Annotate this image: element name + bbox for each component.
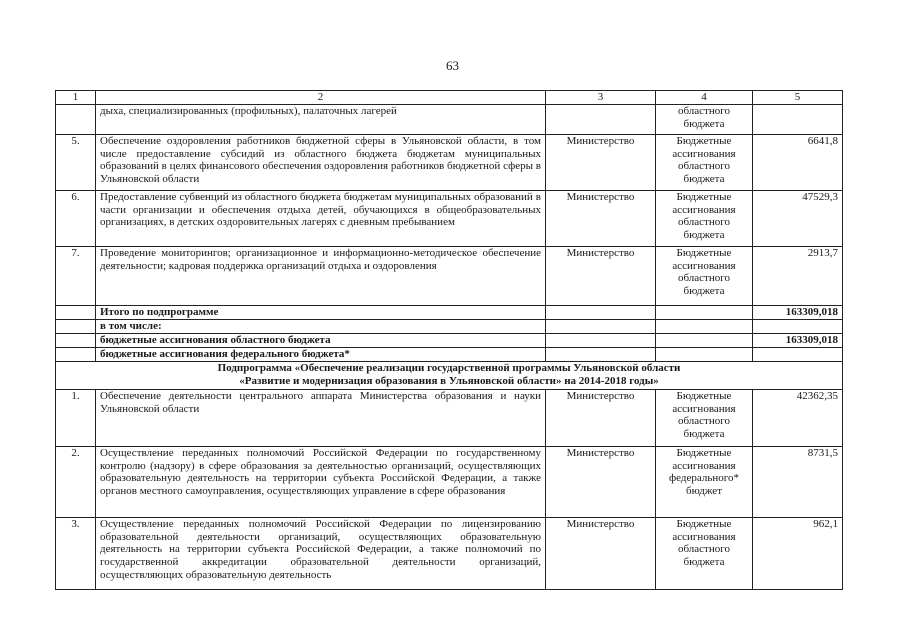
row-amount: 8731,5: [753, 446, 843, 517]
row-amount: 962,1: [753, 517, 843, 589]
row-number: 7.: [56, 246, 96, 305]
col-header-2: 2: [96, 91, 546, 105]
row-description: Осуществление переданных полномочий Российской Федерации по лицензированию образовательной деятельности организаций, осуществляющих образовательную деятельность на территории субъекта Российской Федерации, а также полномочий по государственной аккредитации образовательной деятельности организаций, осуществляющих образовательную деятельность: [96, 517, 546, 589]
budget-table: [55, 90, 843, 590]
total-label: Итого по подпрограмме: [96, 305, 546, 319]
row-description: дыха, специализированных (профильных), палаточных лагерей: [96, 104, 546, 134]
col-header-3: 3: [546, 91, 656, 105]
table-row: [56, 446, 843, 517]
row-funding-source: Бюджетные ассигнования областного бюджета: [656, 134, 753, 190]
table-row: [56, 104, 843, 134]
section-title-row: [56, 361, 843, 389]
row-amount: 2913,7: [753, 246, 843, 305]
total-value: [753, 319, 843, 333]
section-title-line-1: Подпрограмма «Обеспечение реализации государственной программы Ульяновской области: [217, 361, 681, 374]
row-amount: 6641,8: [753, 134, 843, 190]
total-row: [56, 347, 843, 361]
row-amount: [753, 104, 843, 134]
row-number: 6.: [56, 190, 96, 246]
row-funding-source: Бюджетные ассигнования федерального* бюджет: [656, 446, 753, 517]
row-number: [56, 104, 96, 134]
row-funding-source: Бюджетные ассигнования областного бюджета: [656, 389, 753, 446]
row-number: 1.: [56, 389, 96, 446]
total-label: в том числе:: [96, 319, 546, 333]
total-row: [56, 333, 843, 347]
total-row: [56, 319, 843, 333]
row-number: 5.: [56, 134, 96, 190]
table-row: [56, 517, 843, 589]
table-row: [56, 190, 843, 246]
total-value: 163309,018: [753, 305, 843, 319]
row-amount: 47529,3: [753, 190, 843, 246]
row-executor: Министерство: [546, 134, 656, 190]
total-value: 163309,018: [753, 333, 843, 347]
row-funding-source: областного бюджета: [656, 104, 753, 134]
row-executor: Министерство: [546, 446, 656, 517]
row-description: Обеспечение оздоровления работников бюджетной сферы в Ульяновской области, в том числе предоставление субсидий из областного бюджета бюджетам муниципальных образований в целях финансового обеспечения оздоровления работников бюджетной сферы в Ульяновской области: [96, 134, 546, 190]
page-number: 63: [446, 58, 459, 73]
row-funding-source: Бюджетные ассигнования областного бюджета: [656, 246, 753, 305]
row-amount: 42362,35: [753, 389, 843, 446]
row-description: Проведение мониторингов; организационное и информационно-методическое обеспечение деятельности; кадровая поддержка организаций отдыха и оздоровления: [96, 246, 546, 305]
row-executor: Министерство: [546, 190, 656, 246]
row-executor: Министерство: [546, 246, 656, 305]
row-funding-source: Бюджетные ассигнования областного бюджета: [656, 517, 753, 589]
section-title: [56, 361, 843, 389]
section-title-line-2: «Развитие и модернизация образования в Ульяновской области» на 2014-2018 годы»: [239, 374, 659, 387]
table-row: [56, 246, 843, 305]
table-row: [56, 389, 843, 446]
total-label: бюджетные ассигнования федерального бюджета*: [96, 347, 546, 361]
row-executor: [546, 104, 656, 134]
row-description: Предоставление субвенций из областного бюджета бюджетам муниципальных образований в части организации и обеспечения отдыха детей, обучающихся в общеобразовательных организациях, в детских оздоровительных лагерях с дневным пребыванием: [96, 190, 546, 246]
table-row: [56, 134, 843, 190]
row-executor: Министерство: [546, 389, 656, 446]
col-header-4: 4: [656, 91, 753, 105]
row-description: Обеспечение деятельности центрального аппарата Министерства образования и науки Ульяновской области: [96, 389, 546, 446]
row-funding-source: Бюджетные ассигнования областного бюджета: [656, 190, 753, 246]
table-header-row: [56, 91, 843, 105]
col-header-1: 1: [56, 91, 96, 105]
row-executor: Министерство: [546, 517, 656, 589]
row-number: 2.: [56, 446, 96, 517]
total-label: бюджетные ассигнования областного бюджета: [96, 333, 546, 347]
total-row: [56, 305, 843, 319]
row-description: Осуществление переданных полномочий Российской Федерации по государственному контролю (надзору) в сфере образования за деятельностью организаций, осуществляющих образовательную деятельность на территории субъекта Российской Федерации, а также органов местного самоуправления, осуществляющих управление в сфере образования: [96, 446, 546, 517]
col-header-5: 5: [753, 91, 843, 105]
total-value: [753, 347, 843, 361]
row-number: 3.: [56, 517, 96, 589]
